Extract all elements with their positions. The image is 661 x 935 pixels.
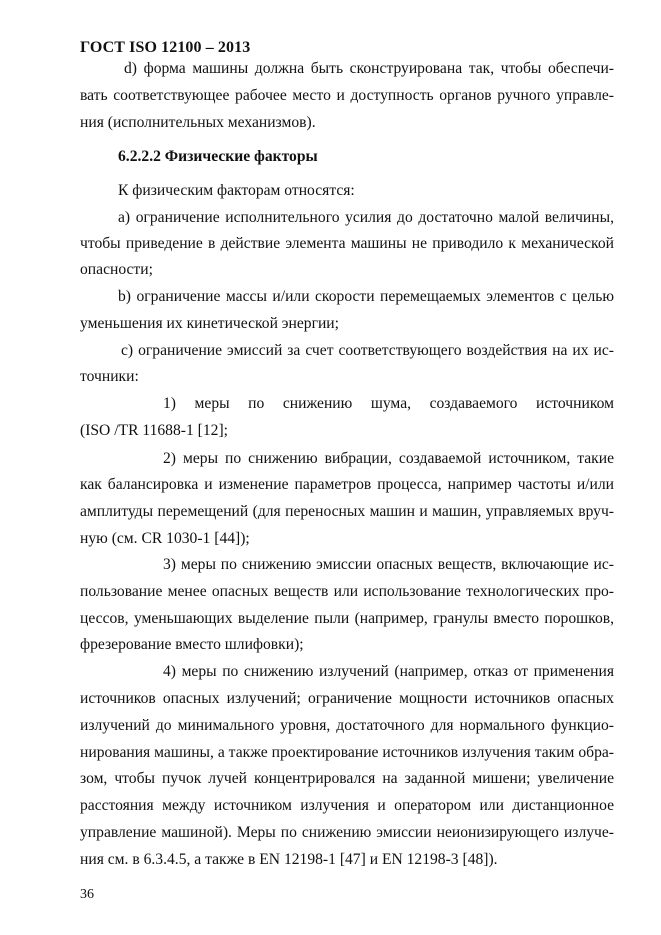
text-line: зом, чтобы пучок лучей концентрировался на заданной мишени; увеличение bbox=[80, 770, 614, 787]
text-line: опасности; bbox=[80, 261, 153, 278]
text-line: цессов, уменьшающих выделение пыли (например, гранулы вместо порошков, bbox=[80, 610, 614, 627]
page-number: 36 bbox=[80, 887, 94, 902]
text-line: ния (исполнительных механизмов). bbox=[80, 114, 316, 131]
text-line: с) ограничение эмиссий за счет соответствующего воздействия на их ис- bbox=[121, 342, 614, 359]
text-line: ную (см. CR 1030-1 [44]); bbox=[80, 530, 250, 547]
text-line: 3) меры по снижению эмиссии опасных веществ, включающие ис- bbox=[163, 556, 614, 573]
text-line: управление машиной). Меры по снижению эмиссии неионизирующего излуче- bbox=[80, 824, 614, 841]
text-line: b) ограничение массы и/или скорости перемещаемых элементов с целью bbox=[118, 288, 614, 305]
text-line: (ISO /TR 11688-1 [12]; bbox=[80, 422, 228, 439]
text-line: ния см. в 6.3.4.5, а также в EN 12198-1 [47] и EN 12198-3 [48]). bbox=[80, 851, 498, 868]
text-line: расстояния между источником излучения и оператором или дистанционное bbox=[80, 797, 614, 814]
document-header: ГОСТ ISO 12100 – 2013 bbox=[80, 39, 251, 56]
text-line: 4) меры по снижению излучений (например, отказ от применения bbox=[163, 663, 614, 680]
text-line: излучений до минимального уровня, достаточного для нормального функцио- bbox=[80, 717, 614, 734]
text-line: пользование менее опасных веществ или использование технологических про- bbox=[80, 583, 614, 600]
text-line: уменьшения их кинетической энергии; bbox=[80, 315, 339, 332]
text-line: чтобы приведение в действие элемента машины не приводило к механической bbox=[80, 235, 614, 252]
section-heading: 6.2.2.2 Физические факторы bbox=[118, 148, 318, 165]
text-line: 2) меры по снижению вибрации, создаваемой источником, такие bbox=[163, 450, 614, 467]
text-line: источников опасных излучений; ограничение мощности источников опасных bbox=[80, 690, 614, 707]
text-line: вать соответствующее рабочее место и доступность органов ручного управле- bbox=[80, 87, 614, 104]
text-line: фрезерование вместо шлифовки); bbox=[80, 636, 304, 653]
text-line: точники: bbox=[80, 368, 139, 385]
text-line: d) форма машины должна быть сконструирована так, чтобы обеспечи- bbox=[124, 60, 614, 77]
text-line: нирования машины, а также проектирование источников излучения таким обра- bbox=[80, 744, 614, 761]
text-line: 1) меры по снижению шума, создаваемого источником bbox=[163, 395, 614, 412]
text-line: К физическим факторам относятся: bbox=[118, 182, 355, 199]
text-line: как балансировка и изменение параметров процесса, например частоты и/или bbox=[80, 476, 614, 493]
text-line: амплитуды перемещений (для переносных машин и машин, управляемых вруч- bbox=[80, 503, 614, 520]
text-line: а) ограничение исполнительного усилия до достаточно малой величины, bbox=[118, 209, 614, 226]
